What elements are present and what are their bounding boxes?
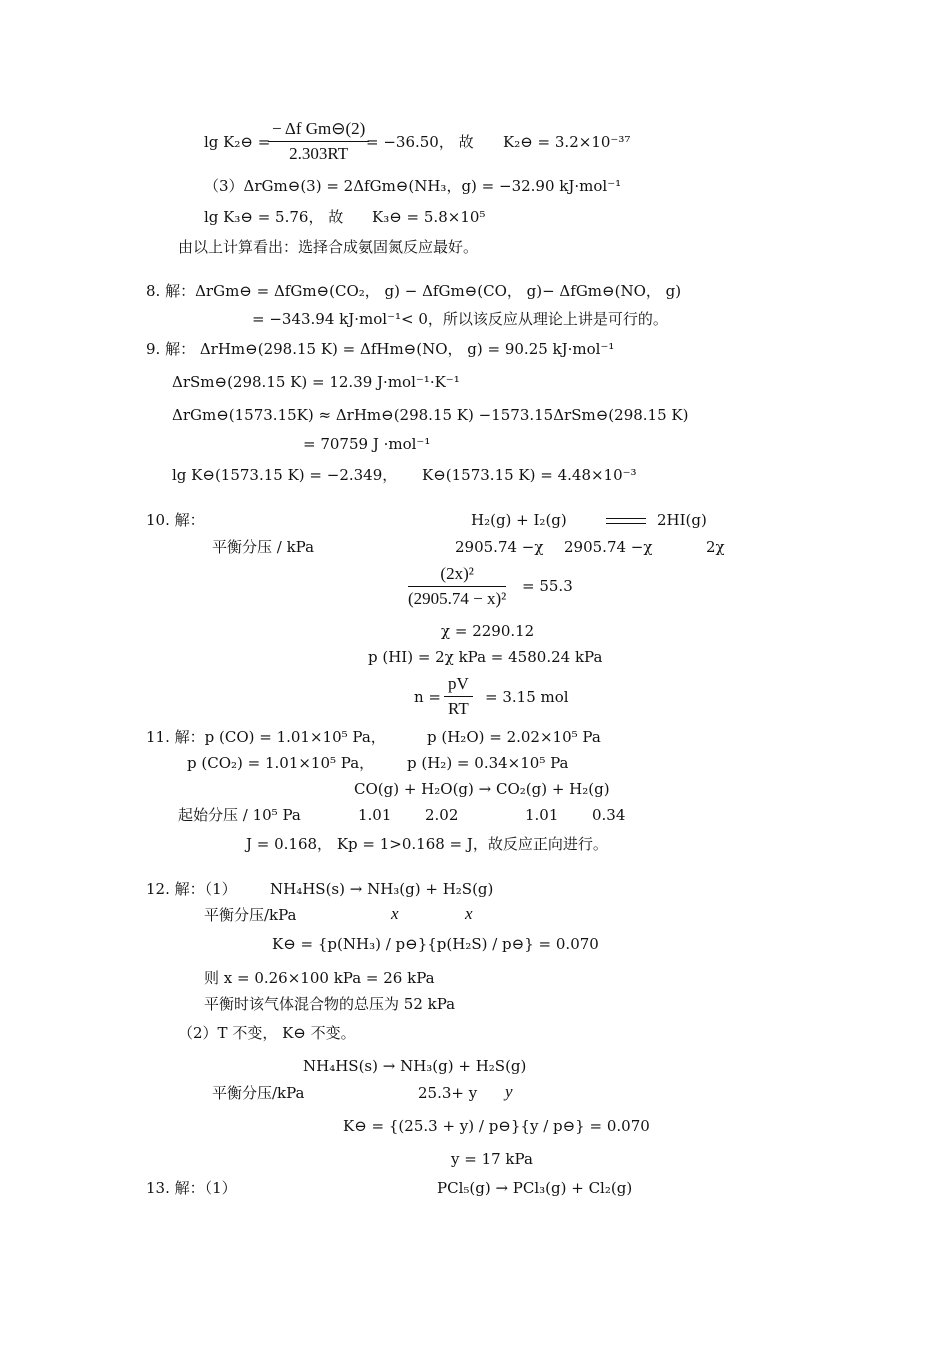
q11-line2b: p (H₂) = 0.34×10⁵ Pa xyxy=(407,754,569,772)
q12-equation2: NH₄HS(s) → NH₃(g) + H₂S(g) xyxy=(303,1057,527,1075)
q12-y-result: y = 17 kPa xyxy=(451,1150,533,1168)
q13-equation: PCl₅(g) → PCl₃(g) + Cl₂(g) xyxy=(437,1179,633,1197)
q9-line4: = 70759 J ·mol⁻¹ xyxy=(303,435,431,453)
q12-part2: （2）T 不变， K⊖ 不变。 xyxy=(178,1024,356,1042)
lgk2-label: lg K₂⊖ = xyxy=(204,133,271,151)
q11-v4: 0.34 xyxy=(592,806,626,824)
q11-line1a: 11. 解：p (CO) = 1.01×10⁵ Pa， xyxy=(146,728,386,746)
q10-eq-left: H₂(g) + I₂(g) xyxy=(471,511,567,529)
q11-j-line: J = 0.168， Kp = 1>0.168 = J，故反应正向进行。 xyxy=(246,835,608,853)
q9-line3: ΔrGm⊖(1573.15K) ≈ ΔrHm⊖(298.15 K) −1573.15ΔrSm⊖(298.15 K) xyxy=(172,406,689,424)
q12-head: 12. 解：（1） xyxy=(146,880,237,898)
q9-line1: 9. 解： ΔrHm⊖(298.15 K) = ΔfHm⊖(NO， g) = 90.25 kJ·mol⁻¹ xyxy=(146,340,615,358)
lgk2-frac-den: 2.303RT xyxy=(289,144,349,163)
q9-line5b: K⊖(1573.15 K) = 4.48×10⁻³ xyxy=(422,466,637,484)
q9-line5a: lg K⊖(1573.15 K) = −2.349， xyxy=(172,466,398,484)
k3-value: K₃⊖ = 5.8×10⁵ xyxy=(372,208,486,226)
q11-v3: 1.01 xyxy=(525,806,559,824)
q10-p3: 2χ xyxy=(706,538,725,556)
step3-line: （3）ΔrGm⊖(3) = 2ΔfGm⊖(NH₃，g) = −32.90 kJ·mol⁻¹ xyxy=(204,177,622,195)
equilibrium-arrow-icon xyxy=(606,510,646,530)
q10-n-fraction xyxy=(444,673,473,720)
q10-frac-rhs: = 55.3 xyxy=(522,577,573,595)
q12-y2: y xyxy=(505,1082,513,1101)
q10-p1: 2905.74 −χ xyxy=(455,538,544,556)
q10-n-lhs: n = xyxy=(414,688,441,706)
q11-line1b: p (H₂O) = 2.02×10⁵ Pa xyxy=(427,728,601,746)
q10-head: 10. 解： xyxy=(146,511,205,529)
q10-n-rhs: = 3.15 mol xyxy=(485,688,569,706)
q12-x1: x xyxy=(391,904,399,923)
k2-value: K₂⊖ = 3.2×10⁻³⁷ xyxy=(503,133,631,151)
q10-n-den: RT xyxy=(448,699,469,718)
q11-line2a: p (CO₂) = 1.01×10⁵ Pa， xyxy=(187,754,375,772)
q10-p-hi: p (HI) = 2χ kPa = 4580.24 kPa xyxy=(368,648,603,666)
q11-label: 起始分压 / 10⁵ Pa xyxy=(178,806,301,824)
conclusion-line: 由以上计算看出：选择合成氨固氮反应最好。 xyxy=(178,238,479,256)
q12-label: 平衡分压/kPa xyxy=(204,906,297,924)
q10-eq-right: 2HI(g) xyxy=(657,511,707,529)
q10-x-result: χ = 2290.12 xyxy=(441,622,535,640)
lgk2-fraction xyxy=(268,118,369,165)
q12-y1: 25.3+ y xyxy=(418,1084,478,1102)
lgk2-result: = −36.50， 故 xyxy=(366,133,474,151)
q11-equation: CO(g) + H₂O(g) → CO₂(g) + H₂(g) xyxy=(354,780,610,798)
q12-k2-expr: K⊖ = {(25.3 + y) / p⊖}{y / p⊖} = 0.070 xyxy=(343,1117,650,1135)
q8-line2: = −343.94 kJ·mol⁻¹< 0，所以该反应从理论上讲是可行的。 xyxy=(252,310,668,328)
lgk2-frac-num: − Δf Gm⊖(2) xyxy=(268,118,369,142)
q11-v1: 1.01 xyxy=(358,806,392,824)
q9-line2: ΔrSm⊖(298.15 K) = 12.39 J·mol⁻¹·K⁻¹ xyxy=(172,373,460,391)
q11-v2: 2.02 xyxy=(425,806,459,824)
q10-p2: 2905.74 −χ xyxy=(564,538,653,556)
q8-line1: 8. 解：ΔrGm⊖ = ΔfGm⊖(CO₂， g) − ΔfGm⊖(CO， g)− ΔfGm⊖(NO， g) xyxy=(146,282,682,300)
q10-frac-den: (2905.74 − x)² xyxy=(408,589,507,608)
q10-frac-num: (2x)² xyxy=(408,563,506,587)
q12-then: 则 x = 0.26×100 kPa = 26 kPa xyxy=(204,969,435,987)
q10-n-num: pV xyxy=(444,673,473,697)
q12-total: 平衡时该气体混合物的总压为 52 kPa xyxy=(204,995,456,1013)
q12-x2: x xyxy=(465,904,473,923)
q10-row-label: 平衡分压 / kPa xyxy=(212,538,315,556)
q10-fraction xyxy=(408,563,506,610)
q12-equation: NH₄HS(s) → NH₃(g) + H₂S(g) xyxy=(270,880,494,898)
lgk3-line: lg K₃⊖ = 5.76， 故 xyxy=(204,208,344,226)
q12-k-expr: K⊖ = {p(NH₃) / p⊖}{p(H₂S) / p⊖} = 0.070 xyxy=(272,935,599,953)
q12-label2: 平衡分压/kPa xyxy=(212,1084,305,1102)
q13-head: 13. 解：（1） xyxy=(146,1179,237,1197)
